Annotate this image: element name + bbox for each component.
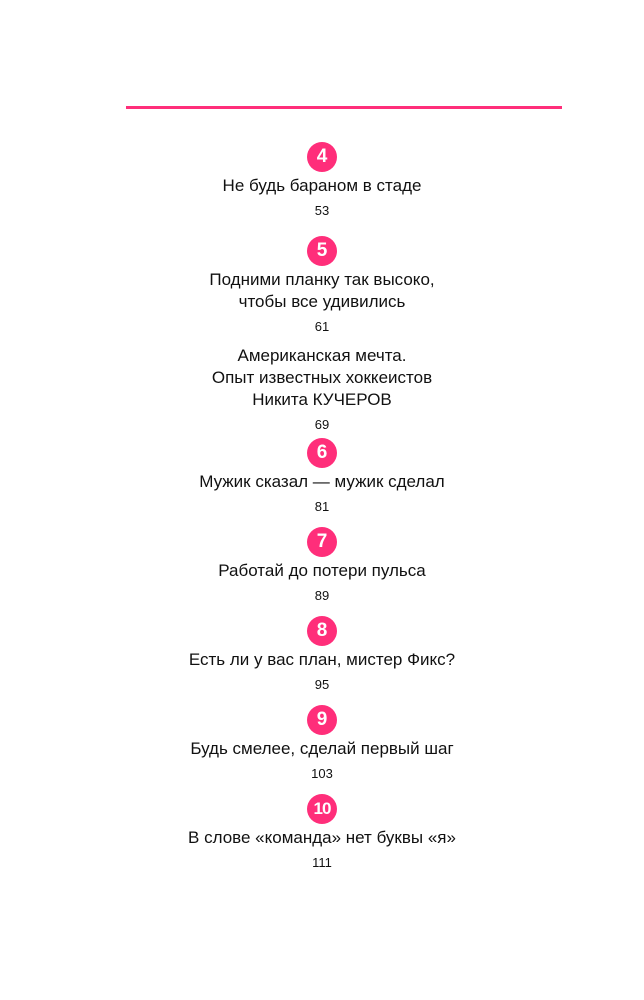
toc-entry-chapter-5[interactable]	[0, 236, 644, 335]
toc-entry-chapter-8[interactable]	[0, 616, 644, 693]
chapter-number-badge: 7	[307, 527, 337, 557]
chapter-title: Есть ли у вас план, мистер Фикс?	[188, 650, 456, 669]
toc-entry-interlude[interactable]	[0, 345, 644, 433]
toc-entry-chapter-10[interactable]	[0, 794, 644, 871]
page-number: 95	[314, 677, 330, 692]
page-number: 103	[311, 766, 333, 781]
chapter-title: Мужик сказал — мужик сделал	[199, 472, 445, 491]
chapter-title: Будь смелее, сделай первый шаг	[190, 739, 454, 758]
page-number: 69	[314, 417, 330, 432]
toc-entry-chapter-4[interactable]	[0, 142, 644, 219]
page-number: 61	[314, 319, 330, 334]
chapter-number-badge: 6	[307, 438, 337, 468]
toc-entry-chapter-6[interactable]	[0, 438, 644, 515]
chapter-title: Не будь бараном в стаде	[222, 176, 422, 195]
chapter-number-badge: 9	[307, 705, 337, 735]
table-of-contents	[0, 142, 644, 1000]
chapter-number-badge: 5	[307, 236, 337, 266]
page-number: 81	[314, 499, 330, 514]
page-number: 111	[312, 855, 332, 870]
chapter-number-badge: 8	[307, 616, 337, 646]
chapter-number-badge: 4	[307, 142, 337, 172]
chapter-title: В слове «команда» нет буквы «я»	[188, 828, 456, 847]
section-title: Американская мечта. Опыт известных хоккеистов Никита КУЧЕРОВ	[211, 346, 433, 409]
toc-entry-chapter-9[interactable]	[0, 705, 644, 782]
toc-entry-chapter-7[interactable]	[0, 527, 644, 604]
page-number: 89	[314, 588, 330, 603]
page-number: 53	[314, 203, 330, 218]
top-rule	[126, 106, 562, 109]
chapter-number-badge: 10	[307, 794, 337, 824]
chapter-title: Подними планку так высоко, чтобы все удивились	[209, 270, 435, 311]
chapter-title: Работай до потери пульса	[218, 561, 426, 580]
